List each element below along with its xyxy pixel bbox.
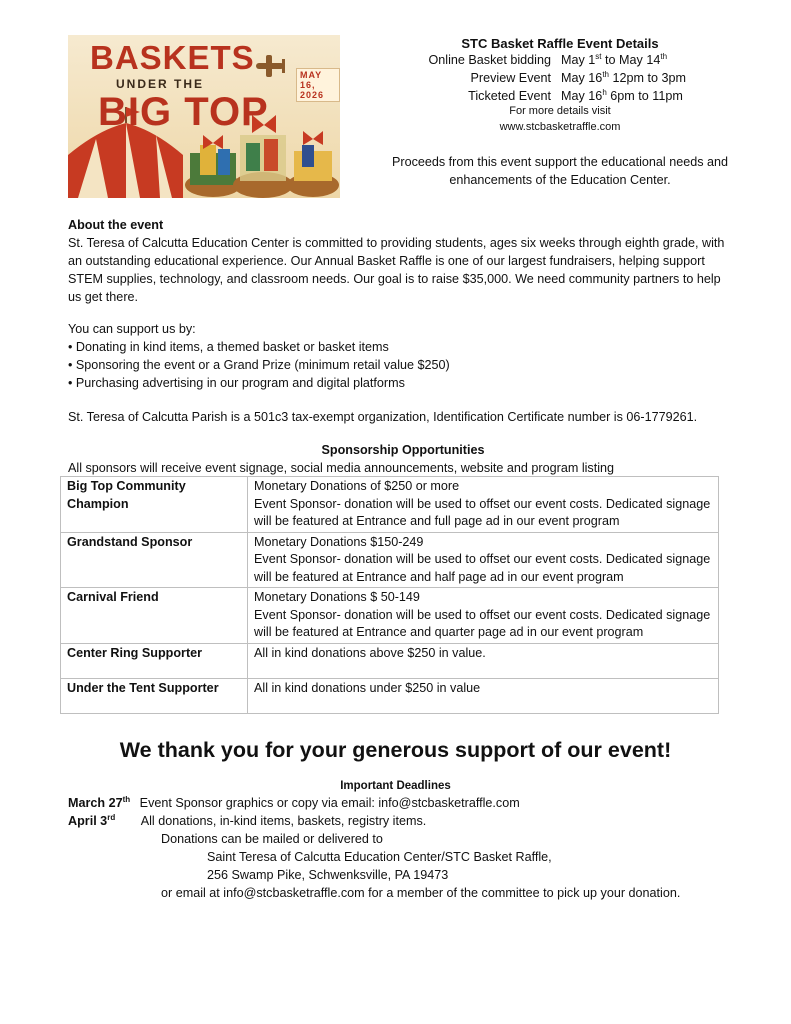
- support-item: • Donating in kind items, a themed basket or basket items: [68, 340, 389, 354]
- support-list: [68, 338, 728, 392]
- tier-name: Big Top Community Champion: [61, 477, 248, 533]
- banner-title-big-top: BIG TOP: [98, 90, 269, 134]
- tier-name: Grandstand Sponsor: [61, 532, 248, 588]
- address-line-1: Saint Teresa of Calcutta Education Center/STC Basket Raffle,: [207, 850, 552, 864]
- deadline-text: Event Sponsor graphics or copy via email: info@stcbasketraffle.com: [139, 796, 520, 810]
- event-label: Preview Event: [470, 71, 551, 85]
- event-label: Ticketed Event: [468, 89, 551, 103]
- about-text: St. Teresa of Calcutta Education Center is committed to providing students, ages six weeks through eighth grade, with an outstanding educational experience. Our Annual Basket Raffle is one of our largest fundraisers, helping support STEM supplies, technology, and classroom needs. Our goal is to raise $35,000. We need community partners to help us get there.: [68, 236, 725, 304]
- tier-amount: All in kind donations under $250 in value: [254, 680, 481, 695]
- event-date: May 1st to May 14th: [561, 51, 668, 67]
- tier-description: Event Sponsor- donation will be used to offset our event costs. Dedicated signage will be featured at Entrance and quarter page ad in our event program: [254, 607, 711, 639]
- deadlines-heading: Important Deadlines: [340, 780, 451, 792]
- tier-amount: Monetary Donations of $250 or more: [254, 479, 460, 493]
- banner-title-baskets: BASKETS: [90, 39, 255, 76]
- tier-amount: All in kind donations above $250 in value.: [254, 645, 486, 660]
- support-item: • Sponsoring the event or a Grand Prize (minimum retail value $250): [68, 358, 450, 372]
- event-row-ticketed: [428, 89, 683, 103]
- deadline-date: April 3rd: [68, 812, 116, 828]
- tier-amount: Monetary Donations $ 50-149: [254, 590, 420, 604]
- sponsorship-title: Sponsorship Opportunities: [321, 443, 485, 457]
- website-link[interactable]: www.stcbasketraffle.com: [499, 121, 621, 133]
- tier-amount: Monetary Donations $150-249: [254, 534, 424, 549]
- tax-exempt-statement: St. Teresa of Calcutta Parish is a 501c3 tax-exempt organization, Identification Certificate number is 06-1779261.: [68, 410, 698, 424]
- email-instructions: or email at info@stcbasketraffle.com for a member of the committee to pick up your donation.: [161, 886, 681, 900]
- banner-title-under-the: UNDER THE: [116, 77, 205, 91]
- event-date: May 16$^h$ 6pm to 11pm: [561, 87, 683, 103]
- tier-details: [248, 477, 719, 533]
- event-row-preview: [428, 71, 686, 85]
- more-details-text: For more details visit: [509, 105, 611, 117]
- table-row: [61, 477, 719, 533]
- deadline-april: [68, 814, 426, 828]
- event-row-online-bidding: [428, 53, 667, 67]
- tier-name: Carnival Friend: [61, 588, 248, 644]
- sponsorship-table: [60, 476, 719, 714]
- tier-details: [248, 532, 719, 588]
- tier-details: [248, 643, 719, 678]
- tier-description: Event Sponsor- donation will be used to offset our event costs. Dedicated signage will be featured at Entrance and full page ad in our event program: [254, 496, 711, 528]
- thank-you-heading: We thank you for your generous support of our event!: [119, 738, 672, 762]
- tier-details: [248, 588, 719, 644]
- address-line-2: 256 Swamp Pike, Schwenksville, PA 19473: [207, 868, 449, 882]
- table-row: [61, 678, 719, 713]
- proceeds-statement: Proceeds from this event support the educational needs and enhancements of the Education Center.: [391, 155, 729, 187]
- table-row: [61, 643, 719, 678]
- tier-description: Event Sponsor- donation will be used to offset our event costs. Dedicated signage will be featured at Entrance and half page ad in our event program: [254, 552, 711, 584]
- support-heading: You can support us by:: [68, 322, 196, 336]
- event-banner: [68, 35, 340, 198]
- event-date: May 16th 12pm to 3pm: [561, 69, 686, 85]
- deadline-march: [68, 796, 520, 810]
- support-item: • Purchasing advertising in our program and digital platforms: [68, 376, 405, 390]
- event-label: Online Basket bidding: [428, 53, 551, 67]
- deadline-text: All donations, in-kind items, baskets, registry items.: [140, 814, 427, 828]
- mail-instructions: Donations can be mailed or delivered to: [161, 832, 383, 846]
- deadline-date: March 27th: [68, 794, 131, 810]
- event-details-title: STC Basket Raffle Event Details: [461, 36, 659, 51]
- table-row: [61, 588, 719, 644]
- tier-details: [248, 678, 719, 713]
- about-heading: About the event: [68, 218, 164, 232]
- tier-name: Center Ring Supporter: [61, 643, 248, 678]
- sponsorship-subtitle: All sponsors will receive event signage, social media announcements, website and program listing: [68, 461, 615, 475]
- banner-date: MAY 16, 2026: [296, 68, 340, 102]
- table-row: [61, 532, 719, 588]
- tier-name: Under the Tent Supporter: [61, 678, 248, 713]
